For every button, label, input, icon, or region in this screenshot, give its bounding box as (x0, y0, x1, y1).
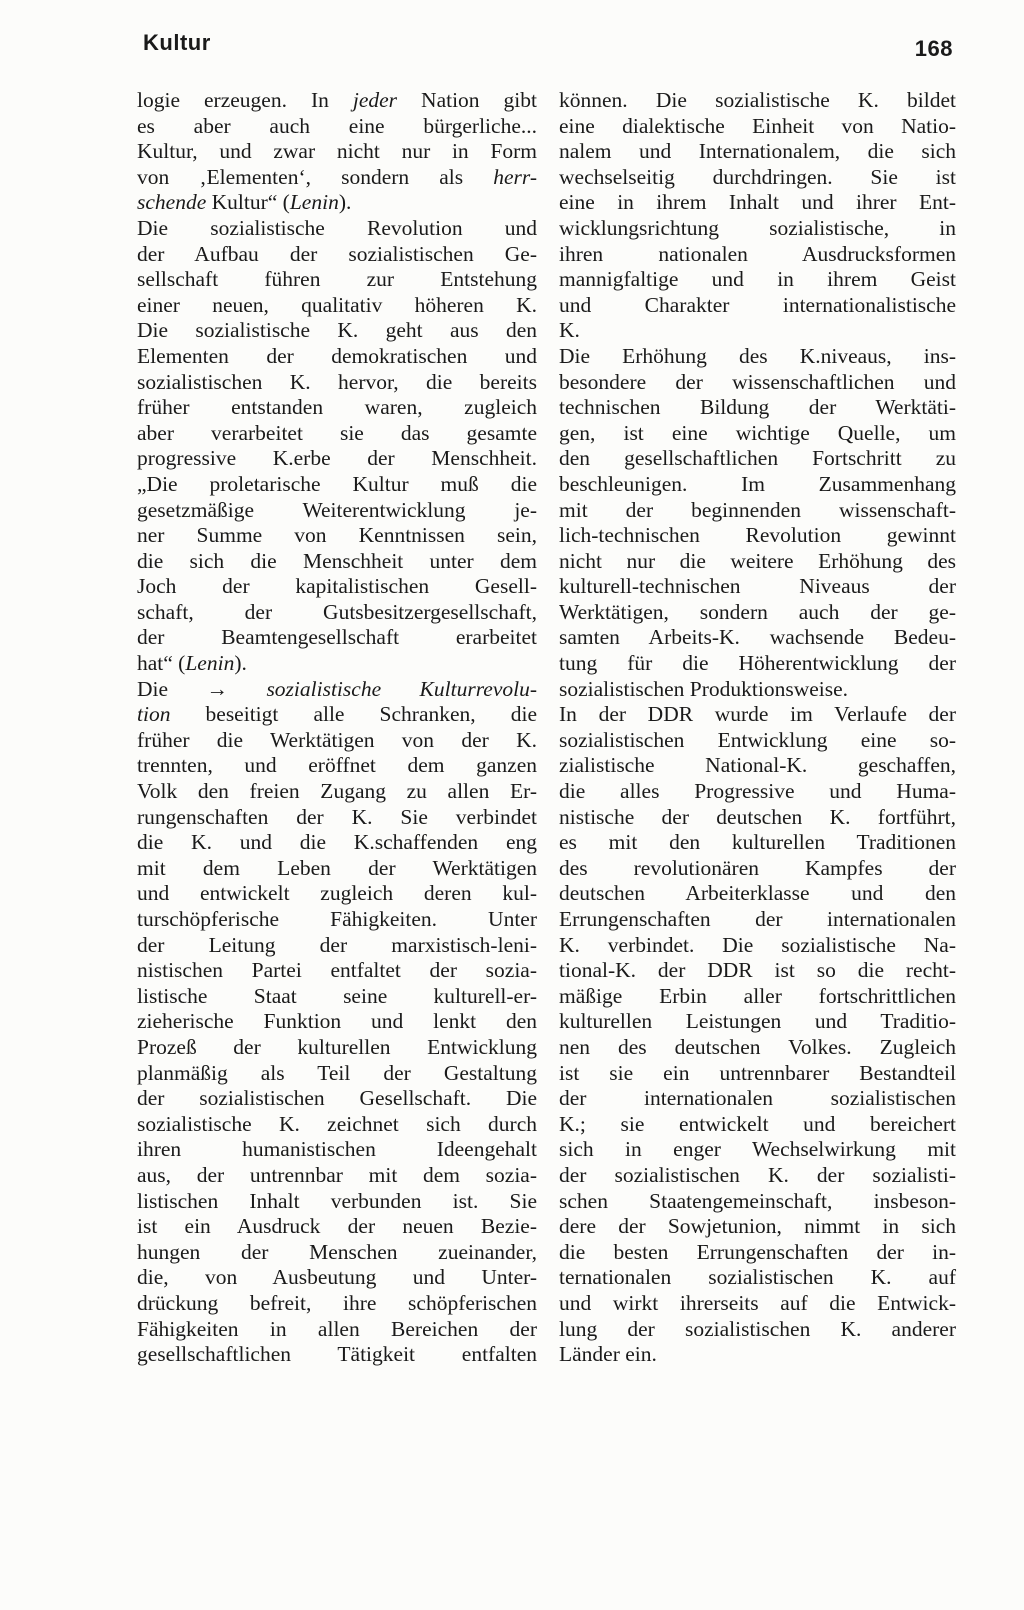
text-line (559, 1137, 956, 1163)
text-line (137, 1137, 537, 1163)
text-segment: beschleunigen. Im Zusammenhang (559, 471, 956, 496)
text-segment: schaft, der Gutsbesitzergesellschaft, (137, 599, 537, 624)
text-line (559, 165, 956, 191)
text-segment: der Beamtengesellschaft erarbeitet (137, 625, 537, 650)
text-line (559, 1265, 956, 1291)
text-line (559, 1112, 956, 1138)
text-segment: hat“ ( (137, 651, 186, 676)
text-line (559, 216, 956, 242)
text-line (137, 318, 537, 344)
text-segment: samten Arbeits-K. wachsende Bedeu- (559, 625, 956, 650)
text-segment: Elementen der demokratischen und (137, 343, 537, 368)
text-segment: ist ein Ausdruck der neuen Bezie- (137, 1214, 537, 1239)
text-segment: mannigfaltige und in ihrem Geist (559, 267, 956, 292)
text-segment: früher die Werktätigen von der K. (137, 727, 537, 752)
text-line (559, 1035, 956, 1061)
text-segment: Fähigkeiten in allen Bereichen der (137, 1316, 537, 1341)
text-segment: beseitigt alle Schranken, die (170, 702, 537, 727)
text-segment: Werktätigen, sondern auch der ge- (559, 599, 956, 624)
text-segment: K. (559, 318, 580, 343)
text-line (137, 344, 537, 370)
text-line (137, 984, 537, 1010)
text-segment: die besten Errungenschaften der in- (559, 1239, 956, 1264)
text-line (137, 651, 537, 677)
text-line (559, 1291, 956, 1317)
text-line (137, 933, 537, 959)
text-line (559, 549, 956, 575)
text-line (137, 958, 537, 984)
text-line (559, 651, 956, 677)
text-segment: kulturellen Leistungen und Traditio- (559, 1009, 956, 1034)
text-segment: sellschaft führen zur Entstehung (137, 267, 537, 292)
text-segment: gesellschaftlichen Tätigkeit entfalten (137, 1342, 537, 1367)
text-segment: früher entstanden waren, zugleich (137, 395, 537, 420)
text-line (137, 267, 537, 293)
text-segment: die sich die Menschheit unter dem (137, 548, 537, 573)
text-line (137, 779, 537, 805)
text-segment: können. Die sozialistische K. bildet (559, 88, 956, 112)
text-segment: der sozialistischen K. der sozialisti- (559, 1162, 956, 1187)
text-segment: gen, ist eine wichtige Quelle, um (559, 420, 956, 445)
text-line (137, 753, 537, 779)
text-line (559, 958, 956, 984)
text-line (559, 446, 956, 472)
text-line (559, 830, 956, 856)
text-line (559, 1214, 956, 1240)
text-line (559, 318, 956, 344)
text-line (137, 1189, 537, 1215)
text-line (137, 1214, 537, 1240)
text-line (137, 421, 537, 447)
text-line (137, 600, 537, 626)
text-segment: ist sie ein untrennbarer Bestandteil (559, 1060, 956, 1085)
text-line (559, 344, 956, 370)
text-segment: nistischen Partei entfaltet der sozia- (137, 958, 537, 983)
text-line (559, 625, 956, 651)
running-head-title: Kultur (143, 30, 211, 55)
text-segment: und Charakter internationalistische (559, 292, 956, 317)
text-segment: Nation gibt (397, 88, 538, 112)
text-segment: den gesellschaftlichen Fortschritt zu (559, 446, 956, 471)
text-line (137, 165, 537, 191)
text-line (137, 677, 537, 703)
text-segment: Die sozialistische K. geht aus den (137, 318, 537, 343)
text-line (137, 805, 537, 831)
text-segment: eine in ihrem Inhalt und ihrer Ent- (559, 190, 956, 215)
text-segment: progressive K.erbe der Menschheit. (137, 446, 537, 471)
text-segment: sozialistischen K. hervor, die bereits (137, 369, 537, 394)
text-line (137, 523, 537, 549)
text-segment: hungen der Menschen zueinander, (137, 1239, 537, 1264)
text-line (137, 216, 537, 242)
text-line (559, 1061, 956, 1087)
text-line (137, 702, 537, 728)
text-line (137, 1086, 537, 1112)
text-segment: lung der sozialistischen K. anderer (559, 1316, 956, 1341)
text-line (137, 370, 537, 396)
text-line (559, 881, 956, 907)
italic-text: Lenin (185, 651, 235, 676)
text-segment: turschöpferische Fähigkeiten. Unter (137, 907, 537, 931)
text-line (137, 856, 537, 882)
italic-text: Lenin (289, 190, 339, 215)
text-segment: wicklungsrichtung sozialistische, in (559, 215, 956, 240)
text-line (559, 498, 956, 524)
text-line (137, 293, 537, 319)
italic-text: herr- (493, 164, 537, 189)
text-segment: es aber auch eine bürgerliche... (137, 113, 537, 138)
text-line (559, 702, 956, 728)
text-line (137, 190, 537, 216)
text-segment: K. verbindet. Die sozialistische Na- (559, 932, 956, 957)
text-line (137, 1035, 537, 1061)
text-segment: sich in enger Wechselwirkung mit (559, 1137, 956, 1162)
text-segment: ner Summe von Kenntnissen sein, (137, 523, 537, 548)
text-segment: tional-K. der DDR ist so die recht- (559, 958, 956, 983)
text-segment: ). (234, 651, 247, 676)
text-segment: listische Staat seine kulturell-er- (137, 983, 537, 1008)
text-line (559, 1240, 956, 1266)
text-line (137, 625, 537, 651)
text-segment: logie erzeugen. In (137, 88, 353, 112)
text-line (559, 1342, 956, 1368)
text-segment: eine dialektische Einheit von Natio- (559, 113, 956, 138)
text-line (559, 779, 956, 805)
text-segment: Die sozialistische Revolution und (137, 215, 537, 240)
text-line (559, 472, 956, 498)
text-segment: Die Erhöhung des K.niveaus, ins- (559, 343, 956, 368)
italic-text: jeder (352, 88, 398, 112)
text-segment: mit der beginnenden wissenschaft- (559, 497, 956, 522)
text-line (137, 907, 537, 933)
text-segment: der internationalen sozialistischen (559, 1086, 956, 1111)
text-segment: es mit den kulturellen Traditionen (559, 830, 956, 855)
text-line (137, 498, 537, 524)
text-segment: Kultur, und zwar nicht nur in Form (137, 139, 537, 164)
text-segment: die K. und die K.schaffenden eng (137, 830, 537, 855)
text-line (559, 574, 956, 600)
text-segment: von ‚Elementen‘, sondern als (137, 164, 494, 189)
text-segment: deutschen Arbeiterklasse und den (559, 881, 956, 906)
text-segment: In der DDR wurde im Verlaufe der (559, 702, 956, 727)
text-segment: nalem und Internationalem, die sich (559, 139, 956, 164)
text-line (559, 1086, 956, 1112)
text-line (559, 728, 956, 754)
text-line (559, 677, 956, 703)
text-line (137, 472, 537, 498)
text-segment: Joch der kapitalistischen Gesell- (137, 574, 537, 599)
text-segment: ternationalen sozialistischen K. auf (559, 1265, 956, 1290)
text-segment: und wirkt ihrerseits auf die Entwick- (559, 1290, 956, 1315)
italic-text: tion (137, 702, 171, 727)
text-line (559, 1009, 956, 1035)
text-segment: dere der Sowjetunion, nimmt in sich (559, 1214, 956, 1239)
text-segment: planmäßig als Teil der Gestaltung (137, 1060, 537, 1085)
text-segment: rungenschaften der K. Sie verbindet (137, 804, 537, 829)
text-line (137, 1240, 537, 1266)
text-segment: gesetzmäßige Weiterentwicklung je- (137, 497, 537, 522)
text-line (137, 1317, 537, 1343)
text-line (137, 728, 537, 754)
text-line (137, 242, 537, 268)
text-segment: der sozialistischen Gesellschaft. Die (137, 1086, 537, 1111)
text-segment: sozialistischen Entwicklung eine so- (559, 727, 956, 752)
text-segment: tung für die Höherentwicklung der (559, 651, 956, 676)
text-segment: des revolutionären Kampfes der (559, 855, 956, 880)
text-line (137, 1009, 537, 1035)
text-segment: mit dem Leben der Werktätigen (137, 855, 537, 880)
text-segment: zialistische National-K. geschaffen, (559, 753, 956, 778)
text-line (559, 1163, 956, 1189)
text-segment: Prozeß der kulturellen Entwicklung (137, 1034, 537, 1059)
text-segment: nen des deutschen Volkes. Zugleich (559, 1034, 956, 1059)
text-line (137, 574, 537, 600)
text-segment: listischen Inhalt verbunden ist. Sie (137, 1188, 537, 1213)
text-segment: kulturell-technischen Niveaus der (559, 574, 956, 599)
text-line (559, 370, 956, 396)
text-line (137, 395, 537, 421)
text-line (137, 1265, 537, 1291)
text-line (137, 139, 537, 165)
text-segment: Kultur“ ( (206, 190, 290, 215)
text-line (137, 1061, 537, 1087)
text-segment: mäßige Erbin aller fortschrittlichen (559, 983, 956, 1008)
text-line (559, 267, 956, 293)
text-segment: K.; sie entwickelt und bereichert (559, 1111, 956, 1136)
text-segment: Volk den freien Zugang zu allen Er- (137, 779, 537, 804)
text-segment: ihren humanistischen Ideengehalt (137, 1137, 537, 1162)
text-line (559, 139, 956, 165)
text-line (137, 881, 537, 907)
text-segment: nicht nur die weitere Erhöhung des (559, 548, 956, 573)
text-segment: aus, der untrennbar mit dem sozia- (137, 1162, 537, 1187)
text-line (559, 907, 956, 933)
text-line (137, 88, 537, 114)
text-segment: ). (338, 190, 352, 215)
text-line (137, 1342, 537, 1368)
text-line (559, 293, 956, 319)
text-column-right (559, 88, 956, 1368)
text-segment: ihren nationalen Ausdrucksformen (559, 241, 956, 266)
text-line (137, 114, 537, 140)
text-segment: nistische der deutschen K. fortführt, (559, 804, 956, 829)
text-column-left (137, 88, 537, 1368)
text-segment: lich-technischen Revolution gewinnt (559, 523, 956, 548)
text-line (559, 242, 956, 268)
text-line (559, 395, 956, 421)
text-line (137, 1163, 537, 1189)
text-line (559, 984, 956, 1010)
text-line (137, 446, 537, 472)
text-segment: und entwickelt zugleich deren kul- (137, 881, 537, 906)
text-segment: technischen Bildung der Werktäti- (559, 395, 956, 420)
italic-text: schende (137, 190, 207, 215)
text-line (137, 549, 537, 575)
text-line (559, 88, 956, 114)
text-segment: einer neuen, qualitativ höheren K. (137, 292, 537, 317)
text-segment: Länder ein. (559, 1342, 657, 1367)
text-segment: die, von Ausbeutung und Unter- (137, 1265, 537, 1290)
text-segment: die alles Progressive und Huma- (559, 779, 956, 804)
text-line (559, 114, 956, 140)
text-segment: trennten, und eröffnet dem ganzen (137, 753, 537, 778)
text-segment: zieherische Funktion und lenkt den (137, 1009, 537, 1034)
text-line (559, 190, 956, 216)
text-line (559, 421, 956, 447)
italic-text: sozialistische Kulturrevolu- (266, 676, 537, 701)
page-number: 168 (914, 36, 953, 61)
text-segment: der Leitung der marxistisch-leni- (137, 932, 537, 957)
text-line (559, 933, 956, 959)
text-line (559, 600, 956, 626)
text-segment: Die → (137, 676, 267, 701)
text-line (137, 1291, 537, 1317)
text-line (559, 1317, 956, 1343)
text-line (559, 856, 956, 882)
text-line (137, 1112, 537, 1138)
text-line (137, 830, 537, 856)
text-segment: schen Staatengemeinschaft, insbeson- (559, 1188, 956, 1213)
text-segment: aber verarbeitet sie das gesamte (137, 420, 537, 445)
text-segment: wechselseitig durchdringen. Sie ist (559, 164, 956, 189)
text-line (559, 1189, 956, 1215)
text-line (559, 523, 956, 549)
text-segment: sozialistische K. zeichnet sich durch (137, 1111, 537, 1136)
text-segment: sozialistischen Produktionsweise. (559, 676, 849, 701)
text-line (559, 753, 956, 779)
text-segment: „Die proletarische Kultur muß die (137, 471, 537, 496)
text-segment: besondere der wissenschaftlichen und (559, 369, 956, 394)
text-line (559, 805, 956, 831)
text-segment: der Aufbau der sozialistischen Ge- (137, 241, 537, 266)
text-segment: Errungenschaften der internationalen (559, 907, 956, 931)
text-segment: drückung befreit, ihre schöpferischen (137, 1290, 537, 1315)
